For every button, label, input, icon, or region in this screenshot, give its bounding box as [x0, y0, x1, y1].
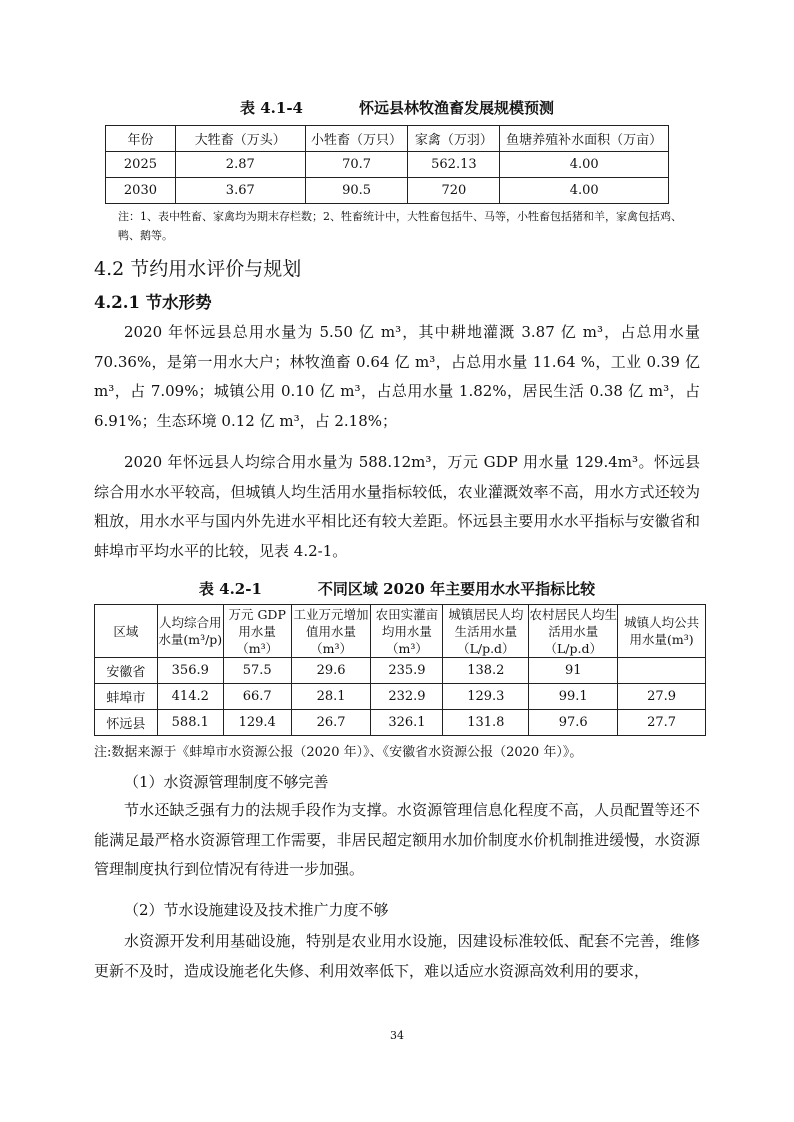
table-cell: 99.1: [529, 684, 618, 710]
table2-note: 注:数据来源于《蚌埠市水资源公报（2020 年）》、《安徽省水资源公报（2020 年）》。: [94, 745, 583, 760]
paragraph-management: 节水还缺乏强有力的法规手段作为支撑。水资源管理信息化程度不高，人员配置等还不能满足最严格水资源管理工作需要，非居民超定额用水加价制度水价机制推进缓慢，水资源管理制度执行到位情况有待进一步加强。: [94, 801, 700, 878]
header-cell: 年份: [106, 126, 176, 152]
table-cell: 131.8: [443, 710, 529, 736]
header-cell: 万元 GDP 用水量（m³）: [223, 605, 291, 658]
table-cell: 蚌埠市: [95, 684, 158, 710]
table-cell: 232.9: [371, 684, 443, 710]
table-cell: 129.3: [443, 684, 529, 710]
table-cell: 29.6: [291, 658, 371, 684]
table1-caption: [0, 97, 794, 118]
table-row: [95, 710, 706, 736]
table-cell: 2030: [106, 178, 176, 204]
table-header-row: [95, 605, 706, 658]
table-cell: 怀远县: [95, 710, 158, 736]
table-cell: 70.7: [305, 152, 408, 178]
header-cell: 大牲畜（万头）: [175, 126, 305, 152]
table-cell: 326.1: [371, 710, 443, 736]
table-cell: 4.00: [500, 178, 669, 204]
table1-title: 怀远县林牧渔畜发展规模预测: [358, 99, 554, 117]
table-cell: 138.2: [443, 658, 529, 684]
table-cell: 414.2: [157, 684, 223, 710]
water-use-comparison-table: [94, 604, 706, 736]
subheading-management: （1）水资源管理制度不够完善: [124, 773, 329, 791]
table-cell: 安徽省: [95, 658, 158, 684]
table2-label: 表 4.2-1: [198, 580, 262, 598]
table-cell: 562.13: [408, 152, 500, 178]
table-cell: 90.5: [305, 178, 408, 204]
table-cell: 2025: [106, 152, 176, 178]
page-number: 34: [390, 1029, 404, 1042]
table-cell: 27.9: [618, 684, 706, 710]
table-cell: 3.67: [175, 178, 305, 204]
table1-label: 表 4.1-4: [240, 99, 303, 117]
table-cell: 28.1: [291, 684, 371, 710]
table-cell: 356.9: [157, 658, 223, 684]
table-row: [95, 684, 706, 710]
table-row: [106, 178, 669, 204]
table2-caption: [0, 578, 794, 599]
table-cell: 97.6: [529, 710, 618, 736]
table-cell: 57.5: [223, 658, 291, 684]
table-cell: 66.7: [223, 684, 291, 710]
table-cell: 588.1: [157, 710, 223, 736]
table-row: [106, 152, 669, 178]
table-cell: 26.7: [291, 710, 371, 736]
table-cell: 129.4: [223, 710, 291, 736]
paragraph-water-use-2020: 2020 年怀远县总用水量为 5.50 亿 m³，其中耕地灌溉 3.87 亿 m³，占总用水量 70.36%，是第一用水大户；林牧渔畜 0.64 亿 m³，占总用水量 11.64 %，工业 0.39 亿 m³，占 7.09%；城镇公用 0.10 亿 m³，占总用水量 1.82%，居民生活 0.38 亿 m³，占 6.91%；生态环境 0.12 亿 m³，占 2.18%；: [94, 323, 700, 430]
paragraph-water-use-level: 2020 年怀远县人均综合用水量为 588.12m³，万元 GDP 用水量 129.4m³。怀远县综合用水水平较高，但城镇人均生活用水量指标较低，农业灌溉效率不高，用水方式还较为粗放，用水水平与国内外先进水平相比还有较大差距。怀远县主要用水水平指标与安徽省和蚌埠市平均水平的比较，见表 4.2-1。: [94, 453, 700, 560]
subsection-heading: 4.2.1 节水形势: [94, 293, 212, 312]
header-cell: 工业万元增加值用水量（m³）: [291, 605, 371, 658]
livestock-forecast-table: [105, 125, 669, 204]
table-header-row: [106, 126, 669, 152]
table-cell: 2.87: [175, 152, 305, 178]
header-cell: 鱼塘养殖补水面积（万亩）: [500, 126, 669, 152]
header-cell: 小牲畜（万只）: [305, 126, 408, 152]
table2-title: 不同区域 2020 年主要用水水平指标比较: [317, 580, 596, 598]
header-cell: 城镇人均公共用水量(m³): [618, 605, 706, 658]
table-cell: [618, 658, 706, 684]
header-cell: 家禽（万羽）: [408, 126, 500, 152]
header-cell: 区域: [95, 605, 158, 658]
paragraph-facilities: 水资源开发利用基础设施，特别是农业用水设施，因建设标准较低、配套不完善，维修更新不及时，造成设施老化失修、利用效率低下，难以适应水资源高效利用的要求，: [94, 932, 700, 980]
section-heading: 4.2 节约用水评价与规划: [94, 258, 302, 280]
header-cell: 人均综合用水量(m³/p): [157, 605, 223, 658]
table-cell: 91: [529, 658, 618, 684]
table1-note: 注：1、表中牲畜、家禽均为期末存栏数；2、牲畜统计中，大牲畜包括牛、马等，小牲畜包括猪和羊，家禽包括鸡、鸭、鹅等。: [118, 210, 682, 242]
subheading-facilities: （2）节水设施建设及技术推广力度不够: [124, 901, 389, 919]
table-row: [95, 658, 706, 684]
table-cell: 235.9: [371, 658, 443, 684]
table-cell: 720: [408, 178, 500, 204]
table-cell: 27.7: [618, 710, 706, 736]
header-cell: 城镇居民人均生活用水量（L/p.d）: [443, 605, 529, 658]
table-cell: 4.00: [500, 152, 669, 178]
header-cell: 农村居民人均生活用水量（L/p.d）: [529, 606, 617, 656]
header-cell: 农田实灌亩均用水量（m³）: [371, 605, 443, 658]
